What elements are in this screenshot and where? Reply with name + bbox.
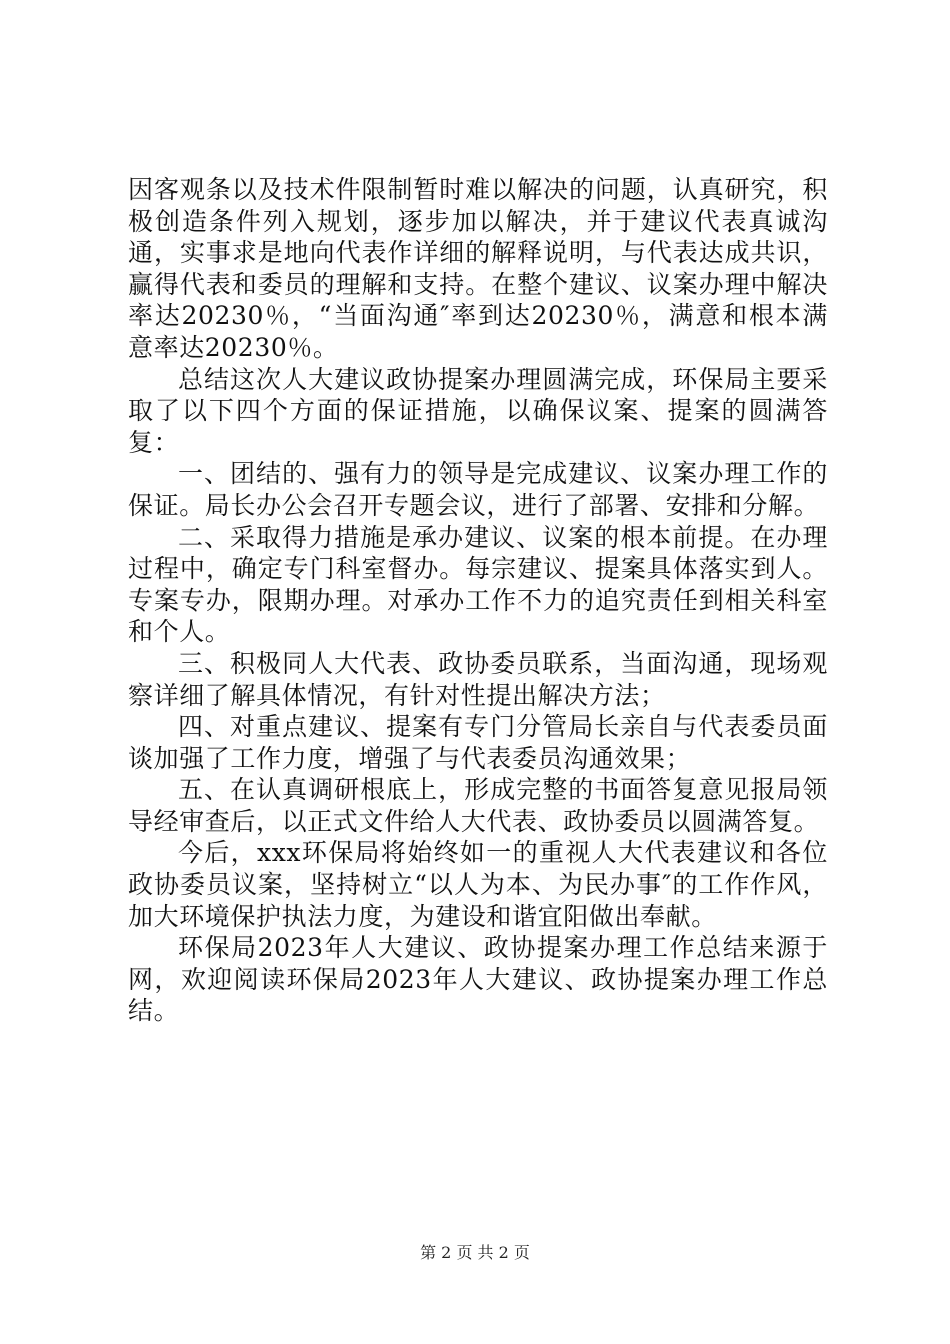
paragraph-summary: 总结这次人大建议政协提案办理圆满完成，环保局主要采取了以下四个方面的保证措施，以确保议案、提案的圆满答复： bbox=[128, 364, 828, 457]
document-body bbox=[128, 174, 828, 1027]
paragraph-measure-5: 五、在认真调研根底上，形成完整的书面答复意见报局领导经审查后，以正式文件给人大代表、政协委员以圆满答复。 bbox=[128, 775, 828, 836]
paragraph-measure-3: 三、积极同人大代表、政协委员联系，当面沟通，现场观察详细了解具体情况，有针对性提出解决方法； bbox=[128, 648, 828, 710]
paragraph-measure-2: 二、采取得力措施是承办建议、议案的根本前提。在办理过程中，确定专门科室督办。每宗建议、提案具体落实到人。专案专办，限期办理。对承办工作不力的追究责任到相关科室和个人。 bbox=[128, 522, 828, 647]
page-footer bbox=[0, 1243, 950, 1263]
paragraph-measure-1: 一、团结的、强有力的领导是完成建议、议案办理工作的保证。局长办公会召开专题会议，进行了部署、安排和分解。 bbox=[128, 459, 828, 520]
paragraph-measure-4: 四、对重点建议、提案有专门分管局长亲自与代表委员面谈加强了工作力度，增强了与代表委员沟通效果； bbox=[128, 712, 828, 773]
paragraph-source-note: 环保局2023年人大建议、政协提案办理工作总结来源于网，欢迎阅读环保局2023年人大建议、政协提案办理工作总结。 bbox=[128, 933, 828, 1026]
page-number-label: 第 2 页 共 2 页 bbox=[420, 1243, 530, 1262]
paragraph-continuation: 因客观条以及技术件限制暂时难以解决的问题，认真研究，积极创造条件列入规划，逐步加以解决，并于建议代表真诚沟通，实事求是地向代表作详细的解释说明，与代表达成共识，赢得代表和委员的理解和支持。在整个建议、议案办理中解决率达20230％，“当面沟通″率到达20230％，满意和根本满意率达20230％。 bbox=[128, 175, 828, 362]
paragraph-future: 今后，xxx环保局将始终如一的重视人大代表建议和各位政协委员议案，坚持树立“以人为本、为民办事″的工作作风，加大环境保护执法力度，为建设和谐宜阳做出奉献。 bbox=[128, 838, 828, 931]
